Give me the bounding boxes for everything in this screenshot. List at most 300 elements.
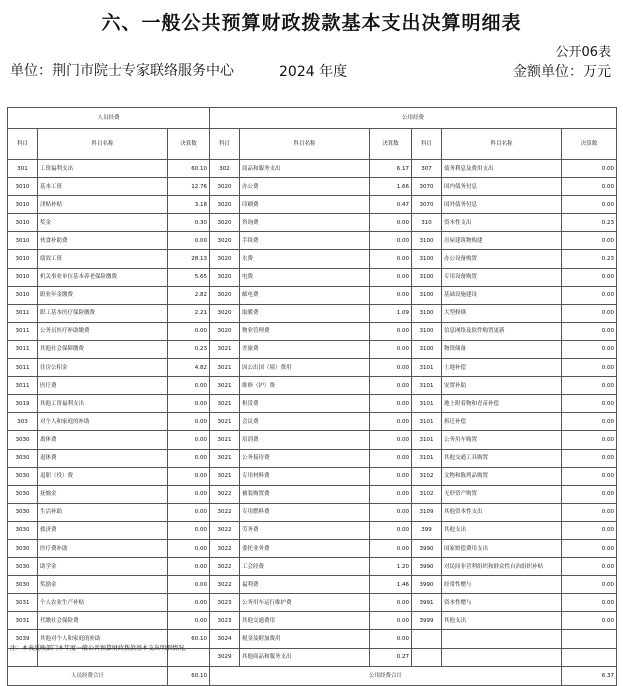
- amount-cell: 28.13: [168, 250, 210, 268]
- name-cell: 商品和服务支出: [240, 160, 370, 178]
- code-cell: 3100: [412, 286, 442, 304]
- code-cell: 3100: [412, 322, 442, 340]
- code-cell: 3021: [210, 359, 240, 377]
- amount-cell: 0.00: [168, 413, 210, 431]
- amount-cell: 0.00: [370, 340, 412, 358]
- public-total-value: 6.37: [562, 666, 617, 685]
- amount-cell: 0.00: [370, 485, 412, 503]
- name-cell: 离休费: [38, 431, 168, 449]
- name-cell: 职业年金缴费: [38, 286, 168, 304]
- name-cell: 邮电费: [240, 286, 370, 304]
- code-header: 科目: [412, 129, 442, 160]
- name-cell: 国内债务付息: [442, 178, 562, 196]
- code-cell: 3990: [412, 539, 442, 557]
- name-cell: 助学金: [38, 558, 168, 576]
- name-cell: 个人农业生产补贴: [38, 594, 168, 612]
- name-cell: 土地补偿: [442, 359, 562, 377]
- name-cell: 工资福利支出: [38, 160, 168, 178]
- amount-cell: 0.00: [562, 322, 617, 340]
- amount-cell: 0.47: [370, 196, 412, 214]
- name-cell: 专用设备购置: [442, 268, 562, 286]
- code-cell: [412, 648, 442, 666]
- table-row: [8, 485, 617, 503]
- code-cell: 3100: [412, 268, 442, 286]
- code-cell: 3030: [8, 539, 38, 557]
- code-cell: 3021: [210, 431, 240, 449]
- amount-cell: 0.00: [370, 250, 412, 268]
- code-cell: 3010: [8, 286, 38, 304]
- name-cell: 水费: [240, 250, 370, 268]
- code-cell: 3020: [210, 286, 240, 304]
- name-cell: 其他支出: [442, 521, 562, 539]
- amount-cell: 0.00: [562, 268, 617, 286]
- code-cell: 3990: [412, 558, 442, 576]
- name-cell: 安置补助: [442, 377, 562, 395]
- name-cell: 手续费: [240, 232, 370, 250]
- amount-cell: 0.00: [168, 322, 210, 340]
- amount-cell: 0.00: [562, 160, 617, 178]
- code-cell: 3990: [412, 576, 442, 594]
- name-cell: 国家赔偿费用支出: [442, 539, 562, 557]
- amount-cell: 0.00: [562, 304, 617, 322]
- amount-cell: 0.00: [562, 178, 617, 196]
- name-cell: 公务用车购置: [442, 431, 562, 449]
- code-cell: 3011: [8, 304, 38, 322]
- code-cell: 3070: [412, 178, 442, 196]
- amount-cell: 0.00: [562, 340, 617, 358]
- amount-cell: 0.00: [168, 612, 210, 630]
- name-cell: 伙食补助费: [38, 232, 168, 250]
- name-cell: 拆迁补偿: [442, 413, 562, 431]
- code-cell: 303: [8, 413, 38, 431]
- table-row: [8, 340, 617, 358]
- amount-header: 决算数: [168, 129, 210, 160]
- name-cell: 取暖费: [240, 304, 370, 322]
- table-row: [8, 268, 617, 286]
- name-cell: 公务员医疗补助缴费: [38, 322, 168, 340]
- name-cell: 其他对个人和家庭的补助: [38, 630, 168, 648]
- money-unit: 金额单位：万元: [513, 64, 611, 80]
- amount-cell: 0.00: [370, 521, 412, 539]
- table-row: [8, 160, 617, 178]
- name-cell: 救济费: [38, 521, 168, 539]
- amount-cell: 0.00: [370, 612, 412, 630]
- code-cell: 3030: [8, 485, 38, 503]
- amount-cell: [562, 648, 617, 666]
- name-cell: 代缴社会保险费: [38, 612, 168, 630]
- code-cell: 3020: [210, 196, 240, 214]
- name-cell: [442, 648, 562, 666]
- column-header-row: [8, 129, 617, 160]
- code-cell: 3019: [8, 395, 38, 413]
- code-cell: 3991: [412, 594, 442, 612]
- table-row: [8, 232, 617, 250]
- code-cell: 3100: [412, 304, 442, 322]
- code-cell: 301: [8, 160, 38, 178]
- amount-cell: 0.00: [562, 196, 617, 214]
- personnel-total-value: 60.10: [168, 666, 210, 685]
- code-cell: 3999: [412, 612, 442, 630]
- amount-cell: 60.10: [168, 630, 210, 648]
- amount-cell: 1.46: [370, 576, 412, 594]
- amount-cell: 0.00: [370, 322, 412, 340]
- name-cell: 租赁费: [240, 395, 370, 413]
- amount-cell: 0.00: [562, 395, 617, 413]
- name-cell: 咨询费: [240, 214, 370, 232]
- table-row: [8, 322, 617, 340]
- name-cell: 文物和陈列品购置: [442, 467, 562, 485]
- code-cell: 3010: [8, 196, 38, 214]
- amount-cell: 0.00: [370, 431, 412, 449]
- amount-cell: 0.00: [168, 503, 210, 521]
- code-cell: 3030: [8, 449, 38, 467]
- name-cell: 公务接待费: [240, 449, 370, 467]
- code-cell: 310: [412, 214, 442, 232]
- amount-cell: 3.18: [168, 196, 210, 214]
- code-cell: 307: [412, 160, 442, 178]
- code-cell: 3020: [210, 268, 240, 286]
- code-cell: 3022: [210, 558, 240, 576]
- name-cell: 机关事业单位基本养老保险缴费: [38, 268, 168, 286]
- code-cell: 3020: [210, 214, 240, 232]
- name-cell: 信息网络及软件购置更新: [442, 322, 562, 340]
- code-cell: 3021: [210, 449, 240, 467]
- amount-cell: 2.21: [168, 304, 210, 322]
- name-cell: 基础设施建设: [442, 286, 562, 304]
- name-cell: 物资储备: [442, 340, 562, 358]
- amount-cell: 0.00: [370, 395, 412, 413]
- code-cell: 3101: [412, 359, 442, 377]
- name-cell: 经常性赠与: [442, 576, 562, 594]
- code-cell: [412, 630, 442, 648]
- amount-cell: 0.00: [370, 467, 412, 485]
- amount-cell: 0.00: [168, 558, 210, 576]
- amount-cell: 0.00: [168, 377, 210, 395]
- amount-cell: 0.00: [562, 359, 617, 377]
- code-cell: 3022: [210, 503, 240, 521]
- amount-cell: 0.00: [370, 413, 412, 431]
- name-cell: 会议费: [240, 413, 370, 431]
- name-cell: 生活补助: [38, 503, 168, 521]
- code-cell: 3029: [210, 648, 240, 666]
- name-cell: 基本工资: [38, 178, 168, 196]
- name-cell: 其他社会保障缴费: [38, 340, 168, 358]
- amount-cell: 0.00: [562, 521, 617, 539]
- amount-cell: 60.10: [168, 160, 210, 178]
- amount-cell: 0.00: [562, 558, 617, 576]
- code-cell: 3020: [210, 232, 240, 250]
- table-row: [8, 539, 617, 557]
- code-cell: 3031: [8, 594, 38, 612]
- name-cell: 被装购置费: [240, 485, 370, 503]
- name-cell: 大型修缮: [442, 304, 562, 322]
- amount-cell: 0.00: [562, 377, 617, 395]
- code-cell: 3020: [210, 322, 240, 340]
- amount-cell: 0.00: [562, 286, 617, 304]
- table-row: [8, 196, 617, 214]
- amount-cell: 0.00: [168, 467, 210, 485]
- code-cell: 3011: [8, 322, 38, 340]
- totals-row: [8, 666, 617, 685]
- code-header: 科目: [210, 129, 240, 160]
- amount-cell: 0.00: [168, 395, 210, 413]
- table-row: [8, 395, 617, 413]
- amount-cell: 0.00: [370, 539, 412, 557]
- amount-cell: 0.00: [562, 612, 617, 630]
- expenditure-table: [7, 107, 617, 686]
- name-cell: 对个人和家庭的补助: [38, 413, 168, 431]
- amount-cell: 0.23: [562, 214, 617, 232]
- amount-cell: 0.00: [562, 539, 617, 557]
- name-cell: 其他交通工具购置: [442, 449, 562, 467]
- name-cell: 奖励金: [38, 576, 168, 594]
- name-cell: 税金及附加费用: [240, 630, 370, 648]
- code-cell: 3101: [412, 413, 442, 431]
- name-header: 科目名称: [442, 129, 562, 160]
- name-cell: 绩效工资: [38, 250, 168, 268]
- name-header: 科目名称: [38, 129, 168, 160]
- amount-cell: 0.00: [562, 449, 617, 467]
- amount-header: 决算数: [370, 129, 412, 160]
- name-header: 科目名称: [240, 129, 370, 160]
- amount-cell: 0.00: [168, 232, 210, 250]
- code-cell: 3030: [8, 558, 38, 576]
- name-cell: 工会经费: [240, 558, 370, 576]
- table-row: [8, 576, 617, 594]
- code-cell: 3011: [8, 340, 38, 358]
- page-title: 六、一般公共预算财政拨款基本支出决算明细表: [101, 12, 522, 34]
- personnel-total-label: 人员经费合计: [8, 666, 168, 685]
- table-row: [8, 431, 617, 449]
- name-cell: 公务用车运行维护费: [240, 594, 370, 612]
- name-cell: 因公出国（境）费用: [240, 359, 370, 377]
- amount-cell: 0.00: [370, 214, 412, 232]
- amount-cell: 0.00: [370, 594, 412, 612]
- amount-cell: 6.17: [370, 160, 412, 178]
- table-row: [8, 250, 617, 268]
- amount-cell: 0.00: [562, 232, 617, 250]
- amount-cell: 0.00: [370, 286, 412, 304]
- code-cell: 3030: [8, 503, 38, 521]
- code-cell: 3101: [412, 377, 442, 395]
- name-cell: 医疗费: [38, 377, 168, 395]
- amount-cell: 0.00: [562, 485, 617, 503]
- name-cell: 印刷费: [240, 196, 370, 214]
- amount-cell: 0.00: [562, 413, 617, 431]
- name-cell: 办公设备购置: [442, 250, 562, 268]
- name-cell: 资本性赠与: [442, 594, 562, 612]
- code-cell: 3010: [8, 268, 38, 286]
- name-cell: 津贴补贴: [38, 196, 168, 214]
- amount-cell: 0.00: [168, 431, 210, 449]
- code-cell: 3021: [210, 467, 240, 485]
- code-cell: 3031: [8, 612, 38, 630]
- code-cell: 3030: [8, 467, 38, 485]
- code-cell: 3010: [8, 250, 38, 268]
- name-cell: 福利费: [240, 576, 370, 594]
- name-cell: 其他支出: [442, 612, 562, 630]
- code-cell: 3023: [210, 612, 240, 630]
- code-cell: 399: [412, 521, 442, 539]
- amount-cell: 0.23: [168, 340, 210, 358]
- amount-cell: 0.27: [370, 648, 412, 666]
- name-cell: 劳务费: [240, 521, 370, 539]
- code-cell: 3100: [412, 232, 442, 250]
- code-cell: 3100: [412, 340, 442, 358]
- code-cell: 3101: [412, 431, 442, 449]
- form-number: 公开06表: [555, 45, 611, 60]
- code-cell: 3021: [210, 413, 240, 431]
- code-cell: 3021: [210, 395, 240, 413]
- name-cell: 其他工资福利支出: [38, 395, 168, 413]
- name-cell: 债务利息及费用支出: [442, 160, 562, 178]
- footnote: 注：本表反映部门本年度一般公共预算财政拨款基本支出明细情况。: [10, 645, 191, 652]
- name-cell: 差旅费: [240, 340, 370, 358]
- code-cell: 3030: [8, 521, 38, 539]
- code-cell: 3022: [210, 485, 240, 503]
- table-row: [8, 413, 617, 431]
- amount-cell: 1.09: [370, 304, 412, 322]
- code-cell: 3030: [8, 431, 38, 449]
- name-cell: 电费: [240, 268, 370, 286]
- amount-cell: 0.00: [562, 594, 617, 612]
- amount-cell: 0.00: [370, 377, 412, 395]
- name-cell: 医疗费补助: [38, 539, 168, 557]
- table-row: [8, 503, 617, 521]
- amount-cell: 4.82: [168, 359, 210, 377]
- amount-cell: [562, 630, 617, 648]
- amount-cell: 0.30: [168, 214, 210, 232]
- name-cell: 抚恤金: [38, 485, 168, 503]
- code-header: 科目: [8, 129, 38, 160]
- personnel-expense-header: 人员经费: [8, 108, 210, 129]
- code-cell: 3010: [8, 178, 38, 196]
- name-cell: 退职（役）费: [38, 467, 168, 485]
- table-row: [8, 521, 617, 539]
- amount-cell: 0.00: [562, 431, 617, 449]
- code-cell: 3039: [8, 630, 38, 648]
- name-cell: 无形资产购置: [442, 485, 562, 503]
- name-cell: 对民间非营利组织和群众性自治组织补贴: [442, 558, 562, 576]
- code-cell: 3011: [8, 359, 38, 377]
- code-cell: 3021: [210, 377, 240, 395]
- code-cell: 3030: [8, 576, 38, 594]
- amount-cell: 0.00: [168, 521, 210, 539]
- amount-cell: 0.00: [562, 467, 617, 485]
- code-cell: 3102: [412, 485, 442, 503]
- code-cell: 3024: [210, 630, 240, 648]
- code-cell: 3020: [210, 178, 240, 196]
- amount-cell: 2.82: [168, 286, 210, 304]
- table-row: [8, 558, 617, 576]
- amount-cell: 0.00: [168, 594, 210, 612]
- code-cell: 3020: [210, 250, 240, 268]
- code-cell: 3023: [210, 594, 240, 612]
- name-cell: 国外债务付息: [442, 196, 562, 214]
- amount-cell: 0.00: [168, 449, 210, 467]
- code-cell: 3101: [412, 395, 442, 413]
- amount-cell: 0.00: [168, 539, 210, 557]
- name-cell: 资本性支出: [442, 214, 562, 232]
- code-cell: 3020: [210, 304, 240, 322]
- amount-cell: 0.00: [370, 449, 412, 467]
- amount-cell: 0.00: [370, 630, 412, 648]
- table-row: [8, 612, 617, 630]
- table-row: [8, 377, 617, 395]
- amount-cell: 12.76: [168, 178, 210, 196]
- public-expense-header: 公用经费: [210, 108, 617, 129]
- name-cell: 奖金: [38, 214, 168, 232]
- code-cell: 3021: [210, 340, 240, 358]
- amount-cell: 5.65: [168, 268, 210, 286]
- name-cell: 物业管理费: [240, 322, 370, 340]
- code-cell: 3010: [8, 232, 38, 250]
- amount-header: 决算数: [562, 129, 617, 160]
- name-cell: [442, 630, 562, 648]
- code-cell: 3100: [412, 250, 442, 268]
- amount-cell: 0.00: [370, 268, 412, 286]
- name-cell: 专用材料费: [240, 467, 370, 485]
- unit-name: 单位：荆门市院士专家联络服务中心: [10, 63, 234, 79]
- code-cell: 302: [210, 160, 240, 178]
- table-row: [8, 304, 617, 322]
- table-row: [8, 359, 617, 377]
- name-cell: 委托业务费: [240, 539, 370, 557]
- code-cell: 3010: [8, 214, 38, 232]
- name-cell: 地上附着物和青苗补偿: [442, 395, 562, 413]
- name-cell: 其他资本性支出: [442, 503, 562, 521]
- amount-cell: 0.00: [370, 359, 412, 377]
- table-row: [8, 178, 617, 196]
- code-cell: 3011: [8, 377, 38, 395]
- amount-cell: 1.20: [370, 558, 412, 576]
- table-row: [8, 467, 617, 485]
- name-cell: 职工基本医疗保险缴费: [38, 304, 168, 322]
- name-cell: 办公费: [240, 178, 370, 196]
- code-cell: 3101: [412, 449, 442, 467]
- amount-cell: 0.00: [370, 503, 412, 521]
- amount-cell: 0.00: [562, 576, 617, 594]
- code-cell: 3109: [412, 503, 442, 521]
- name-cell: 退休费: [38, 449, 168, 467]
- name-cell: 住房公积金: [38, 359, 168, 377]
- table-row: [8, 594, 617, 612]
- code-cell: 3102: [412, 467, 442, 485]
- code-cell: 3070: [412, 196, 442, 214]
- table-row: [8, 286, 617, 304]
- name-cell: 其他交通费用: [240, 612, 370, 630]
- table-row: [8, 449, 617, 467]
- code-cell: 3022: [210, 539, 240, 557]
- name-cell: 培训费: [240, 431, 370, 449]
- amount-cell: 0.00: [562, 503, 617, 521]
- group-header-row: [8, 108, 617, 129]
- name-cell: 维修（护）费: [240, 377, 370, 395]
- amount-cell: 0.00: [168, 576, 210, 594]
- code-cell: 3022: [210, 521, 240, 539]
- amount-cell: 0.00: [168, 485, 210, 503]
- amount-cell: 0.23: [562, 250, 617, 268]
- name-cell: 专用燃料费: [240, 503, 370, 521]
- name-cell: 房屋建筑物购建: [442, 232, 562, 250]
- fiscal-year: 2024 年度: [279, 64, 348, 80]
- code-cell: 3022: [210, 576, 240, 594]
- amount-cell: 1.66: [370, 178, 412, 196]
- public-total-label: 公用经费合计: [210, 666, 562, 685]
- amount-cell: 0.00: [370, 232, 412, 250]
- name-cell: 其他商品和服务支出: [240, 648, 370, 666]
- table-row: [8, 214, 617, 232]
